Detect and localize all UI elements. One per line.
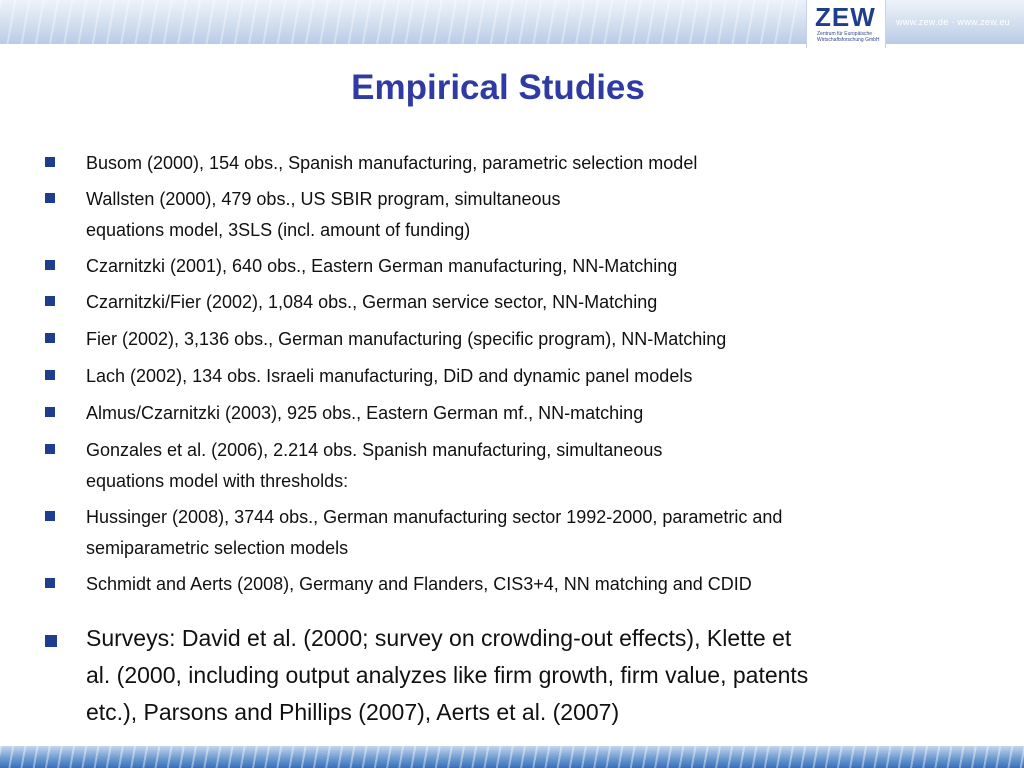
bullet-line: Czarnitzki (2001), 640 obs., Eastern German manufacturing, NN-Matching — [86, 256, 678, 276]
bullet-square-icon — [45, 635, 57, 647]
bullet-line: Lach (2002), 134 obs. Israeli manufacturing, DiD and dynamic panel models — [86, 366, 693, 386]
zew-logo — [806, 0, 886, 48]
bullet-square-icon — [45, 260, 55, 270]
bullet-line: Schmidt and Aerts (2008), Germany and Flanders, CIS3+4, NN matching and CDID — [86, 574, 752, 594]
bullet-square-icon — [45, 578, 55, 588]
surveys-line: al. (2000, including output analyzes like firm growth, firm value, patents — [86, 662, 809, 688]
bullet-square-icon — [45, 333, 55, 343]
bullet-square-icon — [45, 157, 55, 167]
bullet-square-icon — [45, 370, 55, 380]
logo-text: ZEW — [815, 2, 876, 32]
bullet-line: semiparametric selection models — [86, 538, 349, 558]
logo-subtitle: Zentrum für Europäische Wirtschaftsforschung GmbH — [817, 31, 880, 43]
bullet-line: Almus/Czarnitzki (2003), 925 obs., Eastern German mf., NN-matching — [86, 403, 644, 423]
slide-title: Empirical Studies — [351, 68, 645, 107]
bullet-line: Czarnitzki/Fier (2002), 1,084 obs., German service sector, NN-Matching — [86, 292, 658, 312]
bullet-line: Gonzales et al. (2006), 2.214 obs. Spanish manufacturing, simultaneous — [86, 440, 663, 460]
bullet-line: equations model, 3SLS (incl. amount of funding) — [86, 220, 471, 240]
bullet-line: Hussinger (2008), 3744 obs., German manufacturing sector 1992-2000, parametric and — [86, 507, 783, 527]
bullet-square-icon — [45, 511, 55, 521]
bullet-line: Busom (2000), 154 obs., Spanish manufacturing, parametric selection model — [86, 153, 698, 173]
bullet-square-icon — [45, 407, 55, 417]
footer-band — [0, 746, 1024, 768]
bullet-line: Wallsten (2000), 479 obs., US SBIR program, simultaneous — [86, 189, 561, 209]
bullet-line: Fier (2002), 3,136 obs., German manufacturing (specific program), NN-Matching — [86, 329, 727, 349]
bullet-line: equations model with thresholds: — [86, 471, 349, 491]
bullet-square-icon — [45, 193, 55, 203]
surveys-line: Surveys: David et al. (2000; survey on crowding-out effects), Klette et — [86, 625, 792, 651]
header-url: www.zew.de · www.zew.eu — [896, 17, 1010, 27]
surveys-line: etc.), Parsons and Phillips (2007), Aerts et al. (2007) — [86, 699, 620, 725]
bullet-square-icon — [45, 444, 55, 454]
bullet-square-icon — [45, 296, 55, 306]
